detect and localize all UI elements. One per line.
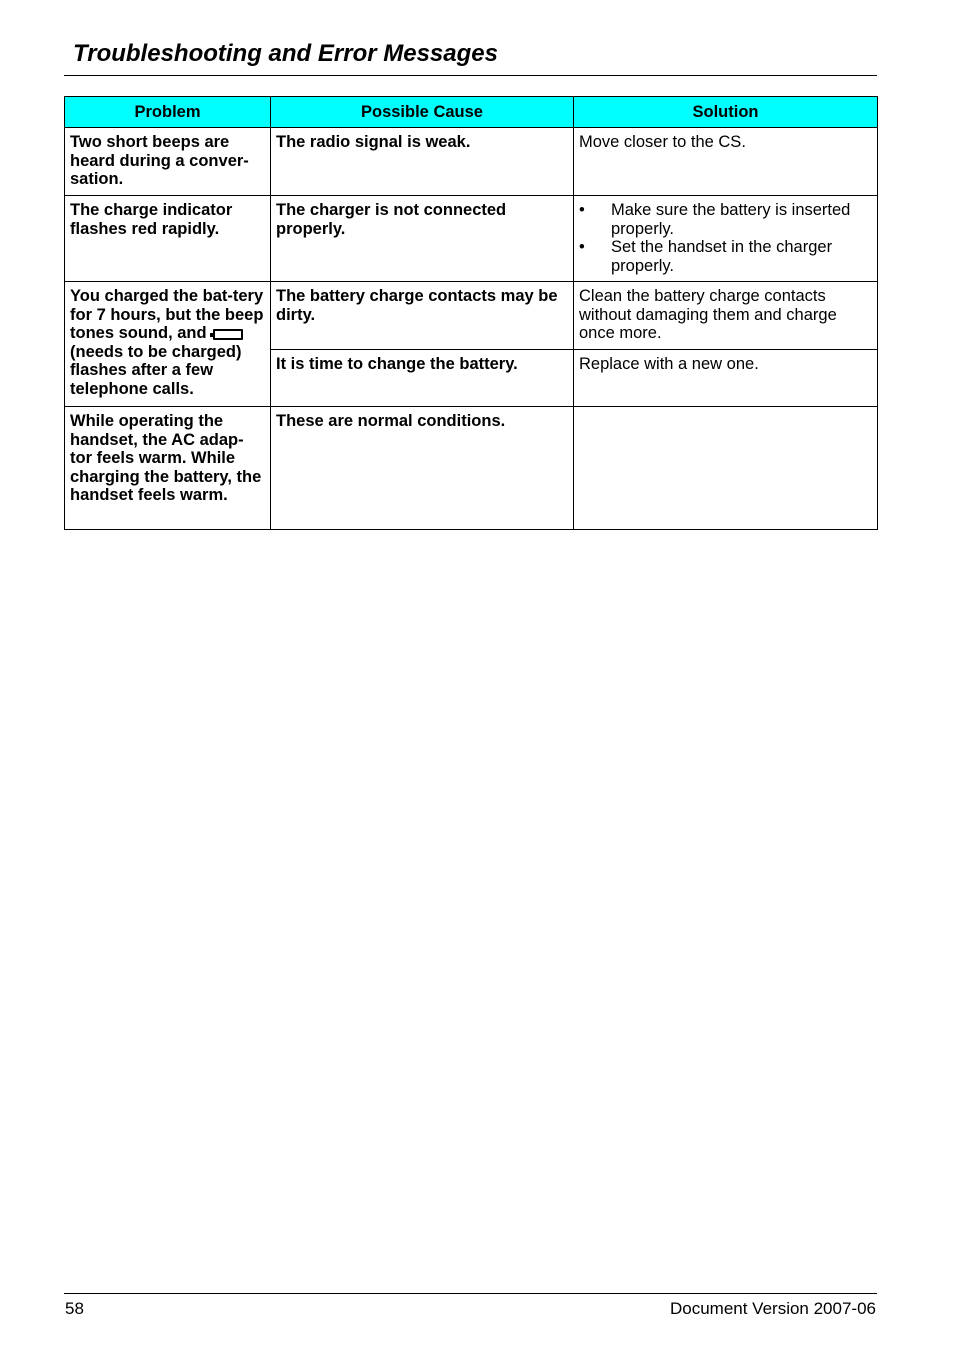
solution-cell: [574, 196, 878, 282]
table-header-row: [65, 97, 878, 128]
header-problem: Problem: [65, 97, 271, 128]
bullet-icon: •: [579, 238, 585, 256]
header-solution: Solution: [574, 97, 878, 128]
list-item: [579, 238, 872, 275]
solution-bullet-list: [579, 201, 872, 275]
document-version: Document Version 2007-06: [669, 1299, 876, 1318]
solution-cell: [574, 407, 878, 530]
problem-cell: The charge indicator flashes red rapidly.: [65, 196, 271, 282]
footer-divider: [64, 1293, 877, 1294]
bullet-text: Set the handset in the charger properly.: [611, 238, 833, 275]
empty-battery-icon: [213, 329, 243, 340]
title-divider: [64, 75, 877, 76]
bullet-icon: •: [579, 201, 585, 219]
cause-cell: The battery charge contacts may be dirty.: [271, 282, 574, 350]
table-row: [65, 196, 878, 282]
cause-cell: The charger is not connected properly.: [271, 196, 574, 282]
bullet-text: Make sure the battery is inserted properly.: [611, 201, 851, 238]
solution-cell: Move closer to the CS.: [574, 128, 878, 196]
problem-text-part: (needs to be charged) flashes after a few telephone calls.: [70, 342, 242, 398]
problem-cell: Two short beeps are heard during a conver-sation.: [65, 128, 271, 196]
cause-cell: It is time to change the battery.: [271, 350, 574, 407]
cause-cell: The radio signal is weak.: [271, 128, 574, 196]
page-number: 58: [65, 1299, 84, 1318]
table-row: [65, 282, 878, 350]
cause-cell: These are normal conditions.: [271, 407, 574, 530]
table-row: [65, 407, 878, 530]
header-possible-cause: Possible Cause: [271, 97, 574, 128]
problem-cell: [65, 282, 271, 407]
list-item: [579, 201, 872, 238]
problem-text-part: You charged the bat-tery for 7 hours, but the beep tones sound, and: [70, 287, 264, 342]
solution-cell: Clean the battery charge contacts without damaging them and charge once more.: [574, 282, 878, 350]
page-title: Troubleshooting and Error Messages: [73, 40, 498, 67]
problem-cell: While operating the handset, the AC adap-tor feels warm. While charging the battery, the handset feels warm.: [65, 407, 271, 530]
table-row: [65, 128, 878, 196]
solution-cell: Replace with a new one.: [574, 350, 878, 407]
troubleshooting-table: [64, 96, 878, 530]
